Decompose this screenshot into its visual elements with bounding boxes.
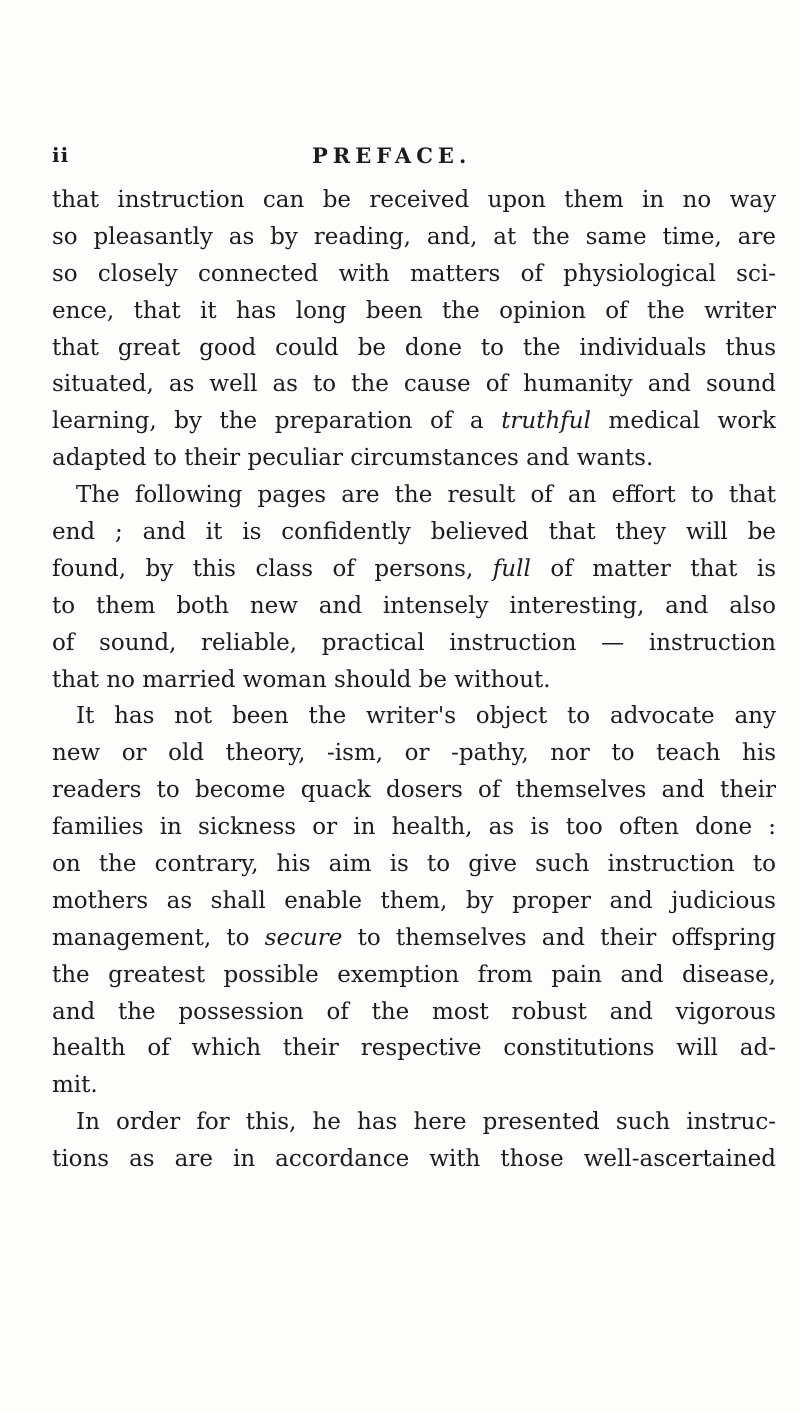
text-line: so closely connected with matters of physiological sci- [52,260,776,287]
text-line: found, by this class of persons, full of matter that is [52,555,776,582]
preface-body [52,182,776,1178]
text-line: situated, as well as to the cause of humanity and sound [52,371,776,398]
text-line: It has not been the writer's object to advocate any [76,703,776,730]
text-line: new or old theory, -ism, or -pathy, nor to teach his [52,740,776,767]
text-line: The following pages are the result of an effort to that [76,482,776,509]
text-line: mothers as shall enable them, by proper and judicious [52,887,776,914]
text-line: end ; and it is confidently believed that they will be [52,519,776,546]
italic-word: truthful [501,408,591,435]
running-head [52,143,772,177]
text-line: that great good could be done to the individuals thus [52,334,776,361]
text-line: management, to secure to themselves and their offspring [52,924,776,951]
text-line: adapted to their peculiar circumstances and wants. [52,445,654,472]
text-line: mit. [52,1072,98,1099]
text-line: and the possession of the most robust and vigorous [52,998,776,1025]
text-line: learning, by the preparation of a truthful medical work [52,408,776,435]
text-line: of sound, reliable, practical instruction — instruction [52,629,776,656]
italic-word: secure [264,924,343,951]
text-line: tions as are in accordance with those well-ascertained [52,1146,776,1173]
text-line: to them both new and intensely interesting, and also [52,592,776,619]
italic-word: full [492,555,531,582]
text-line: health of which their respective constitutions will ad- [52,1035,776,1062]
text-line: that no married woman should be without. [52,666,551,693]
text-line: so pleasantly as by reading, and, at the same time, are [52,223,776,250]
text-line: the greatest possible exemption from pain and disease, [52,961,776,988]
text-line: ence, that it has long been the opinion of the writer [52,297,776,324]
text-line: families in sickness or in health, as is too often done : [52,814,776,841]
text-line: In order for this, he has here presented such instruc- [76,1109,776,1136]
running-head-title: PREFACE. [312,143,472,168]
page-number: ii [52,143,70,167]
text-line: that instruction can be received upon them in no way [52,187,776,213]
text-line: on the contrary, his aim is to give such instruction to [52,851,776,878]
text-line: readers to become quack dosers of themselves and their [52,777,776,804]
